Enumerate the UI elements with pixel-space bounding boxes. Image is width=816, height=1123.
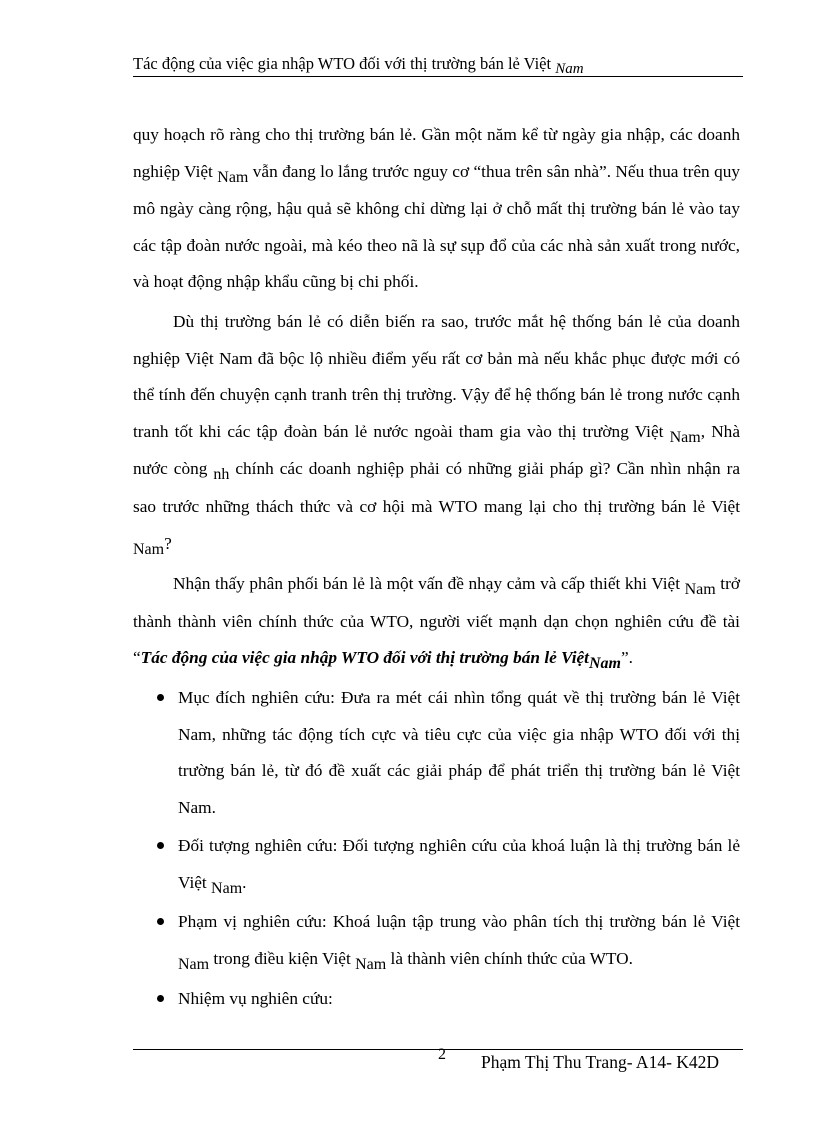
bullet-icon xyxy=(157,694,164,701)
bullet-icon xyxy=(157,995,164,1002)
research-scope-list xyxy=(133,680,740,1017)
list-item: Mục đích nghiên cứu: Đưa ra mét cái nhìn tổng quát về thị trường bán lẻ Việt Nam, những tác động tích cực và tiêu cực của việc gia nhập WTO đối với thị trường bán lẻ, từ đó đề xuất các giải pháp để phát triển thị trường bán lẻ Việt Nam. xyxy=(133,680,740,826)
list-item: Đối tượng nghiên cứu: Đối tượng nghiên cứu của khoá luận là thị trường bán lẻ Việt Nam. xyxy=(133,828,740,902)
footer-author: Phạm Thị Thu Trang- A14- K42D xyxy=(481,1052,720,1072)
list-item: Phạm vị nghiên cứu: Khoá luận tập trung vào phân tích thị trường bán lẻ Việt Nam trong điều kiện Việt Nam là thành viên chính thức của WTO. xyxy=(133,904,740,978)
paragraph-3: Nhận thấy phân phối bán lẻ là một vấn đề nhạy cảm và cấp thiết khi Việt Nam trở thành thành viên chính thức của WTO, người viết mạnh dạn chọn nghiên cứu đề tài “Tác động của việc gia nhập WTO đối với thị trường bán lẻ ViệtNam”. xyxy=(133,574,740,673)
body-text xyxy=(133,117,740,1017)
running-header xyxy=(133,50,743,78)
page-number: 2 xyxy=(438,1046,446,1063)
header-title: Tác động của việc gia nhập WTO đối với thị trường bán lẻ Việt xyxy=(133,54,552,73)
list-item: Nhiệm vụ nghiên cứu: xyxy=(133,981,740,1018)
bullet-icon xyxy=(157,842,164,849)
bullet-icon xyxy=(157,918,164,925)
paragraph-2: Dù thị trường bán lẻ có diễn biến ra sao, trước mắt hệ thống bán lẻ của doanh nghiệp Việt Nam đã bộc lộ nhiều điểm yếu rất cơ bản mà nếu khắc phục được mới có thể tính đến chuyện cạnh tranh trên thị trường. Vậy để hệ thống bán lẻ trong nước cạnh tranh tốt khi các tập đoàn bán lẻ nước ngoài tham gia vào thị trường Việt Nam, Nhà nước còng nh chính các doanh nghiệp phải có những giải pháp gì? Cần nhìn nhận ra sao trước những thách thức và cơ hội mà WTO mang lại cho thị trường bán lẻ Việt Nam? xyxy=(133,311,740,558)
thesis-title: Tác động của việc gia nhập WTO đối với thị trường bán lẻ Việt xyxy=(140,648,589,668)
paragraph-1: quy hoạch rõ ràng cho thị trường bán lẻ. Gần một năm kể từ ngày gia nhập, các doanh nghiệp Việt Nam vẫn đang lo lắng trước nguy cơ “thua trên sân nhà”. Nếu thua trên quy mô ngày càng rộng, hậu quả sẽ không chỉ dừng lại ở chỗ mất thị trường bán lẻ vào tay các tập đoàn nước ngoài, mà kéo theo nã là sự sụp đổ của các nhà sản xuất trong nước, và hoạt động nhập khẩu cũng bị chi phối. xyxy=(133,125,740,292)
header-title-suffix: Nam xyxy=(555,61,584,77)
header-rule xyxy=(133,76,743,77)
